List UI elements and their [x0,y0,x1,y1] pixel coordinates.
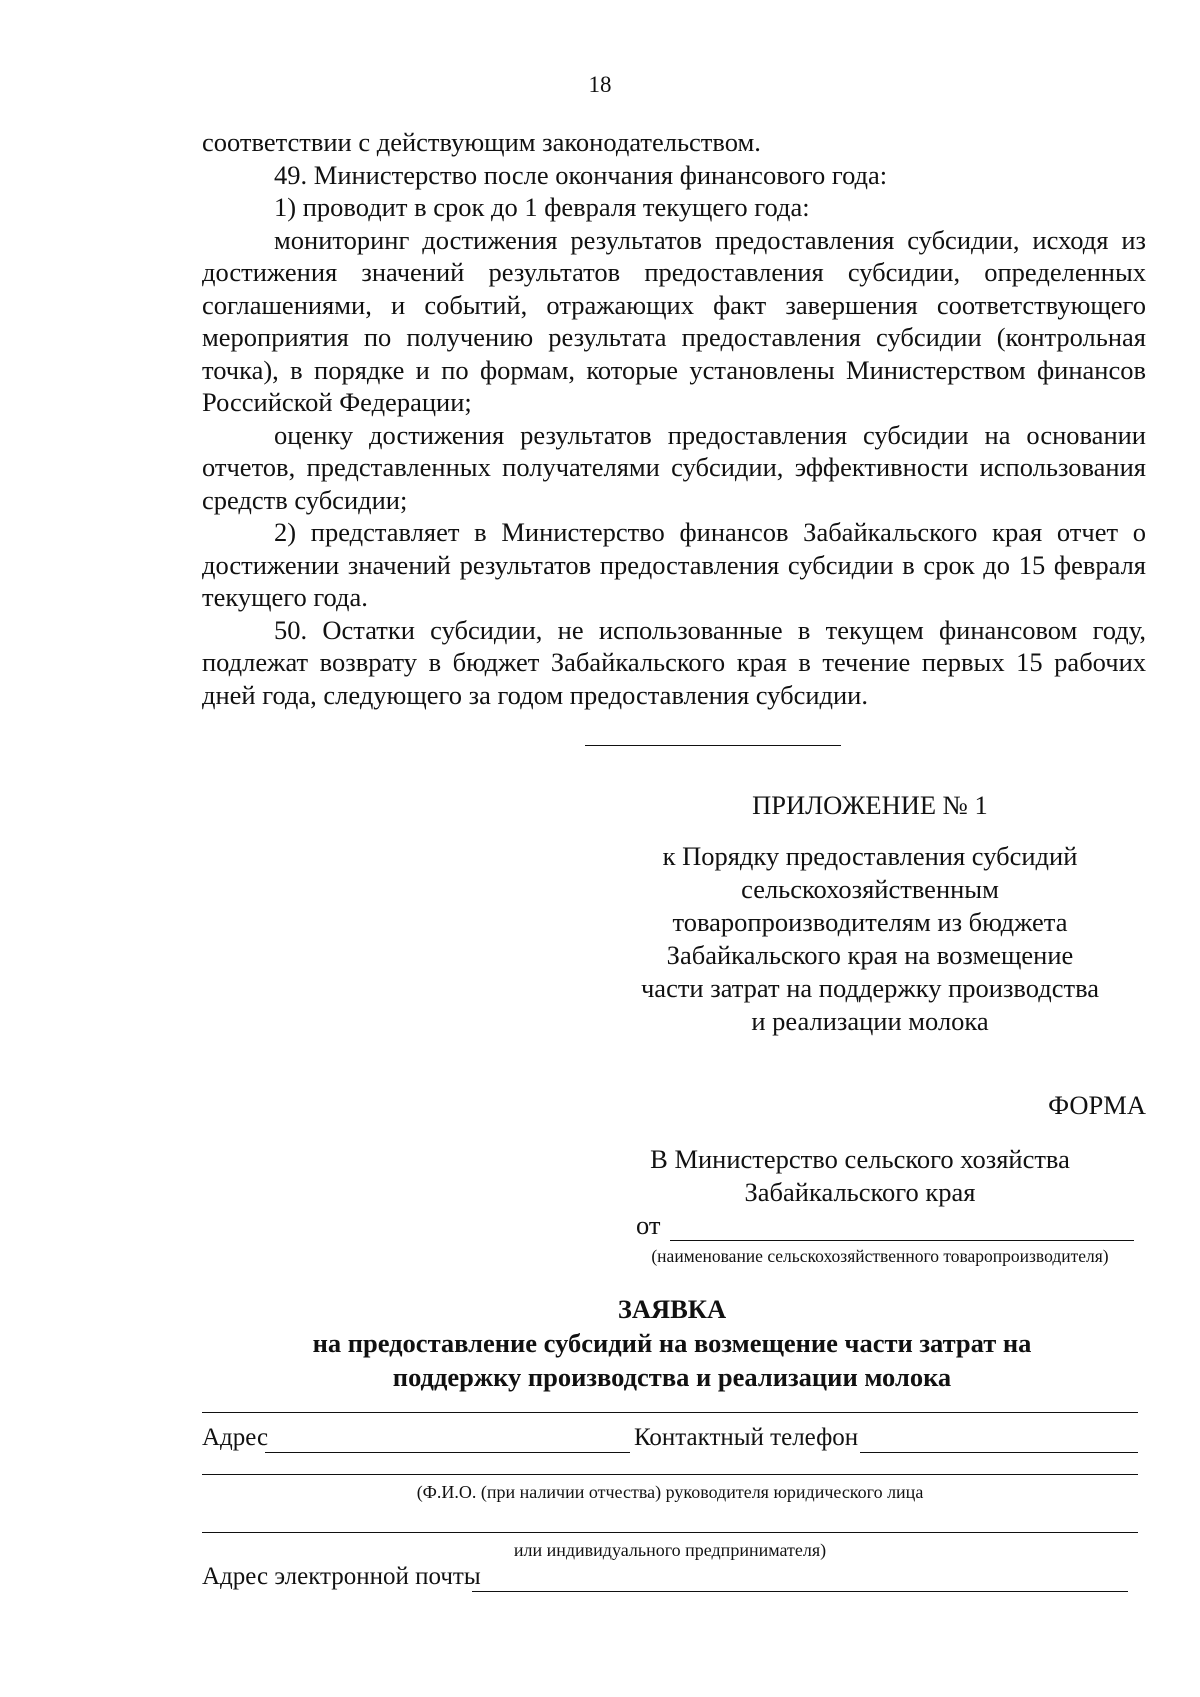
application-title: ЗАЯВКА [617,1294,727,1324]
phone-blank-line[interactable] [860,1452,1138,1453]
appendix-line: сельскохозяйственным [741,874,999,904]
email-blank-line[interactable] [472,1591,1128,1592]
phone-label: Контактный телефон [634,1424,859,1451]
body-text [202,126,1146,711]
email-row [202,1563,1142,1597]
paragraph-7: 50. Остатки субсидии, не использованные в текущем финансовом году, подлежат возврату в бюджет Забайкальского края в течение первых 15 рабочих дней года, следующего за годом предоставления субсидии. [202,614,1146,710]
address-blank-line[interactable] [265,1452,630,1453]
page-number: 18 [588,72,612,97]
head-name-caption-2: или индивидуального предпринимателя) [513,1540,827,1560]
head-name-blank-line-2[interactable] [202,1532,1138,1533]
paragraph-3: 1) проводит в срок до 1 февраля текущего года: [274,192,810,222]
paragraph-4: мониторинг достижения результатов предоставления субсидии, исходя из достижения значений результатов предоставления субсидии, определенных соглашениями, и событий, отражающих факт завершения соответствующего мероприятия по получению результата предоставления субсидии (контрольная точка), в порядке и по формам, которые установлены Министерством финансов Российской Федерации; [202,224,1146,417]
address-label: Адрес [202,1424,269,1451]
appendix-line: и реализации молока [751,1006,989,1036]
application-heading [200,1292,1144,1394]
addressee-line: Забайкальского края [744,1177,976,1207]
paragraph-2: 49. Министерство после окончания финансового года: [274,159,888,190]
application-subtitle-line: на предоставление субсидий на возмещение части затрат на [312,1328,1032,1358]
addressee-line: В Министерство сельского хозяйства [650,1144,1070,1174]
appendix-line: части затрат на поддержку производства [640,973,1100,1003]
form-label: ФОРМА [1048,1090,1146,1120]
from-field [636,1210,1136,1244]
paragraph-6: 2) представляет в Министерство финансов Забайкальского края отчет о достижении значений результатов предоставления субсидии в срок до 15 февраля текущего года. [202,517,1146,612]
form-rule [202,1412,1138,1413]
appendix-line: товаропроизводителям из бюджета [672,907,1068,937]
head-name-blank-line[interactable] [202,1474,1138,1475]
address-phone-row [202,1424,1142,1458]
from-blank-line[interactable] [670,1240,1134,1241]
email-label: Адрес электронной почты [202,1563,481,1590]
appendix-line: Забайкальского края на возмещение [666,940,1074,970]
appendix-reference [620,840,1120,1038]
paragraph-5: оценку достижения результатов предоставления субсидии на основании отчетов, представленных получателями субсидии, эффективности использования средств субсидии; [202,419,1146,515]
from-label: от [636,1210,661,1240]
separator-line [585,745,841,746]
paragraph-1: соответствии с действующим законодательством. [202,127,761,157]
appendix-title: ПРИЛОЖЕНИЕ № 1 [752,790,988,820]
head-name-caption: (Ф.И.О. (при наличии отчества) руководителя юридического лица [416,1482,924,1502]
from-caption: (наименование сельскохозяйственного товаропроизводителя) [651,1246,1109,1266]
addressee [620,1143,1100,1209]
application-subtitle-line: поддержку производства и реализации молока [392,1362,952,1392]
appendix-line: к Порядку предоставления субсидий [662,841,1078,871]
